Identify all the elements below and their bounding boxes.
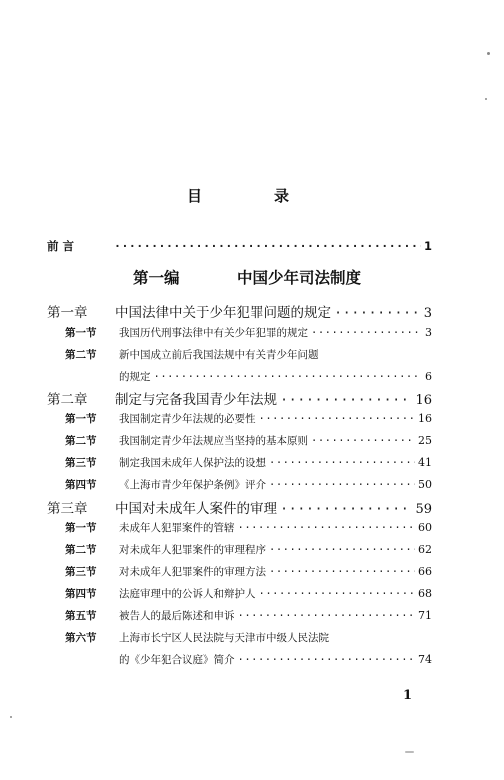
dot-leader — [280, 392, 412, 408]
page-number: 50 — [418, 478, 432, 491]
section-label: 第二节 — [65, 544, 97, 556]
toc-entry-section[interactable] — [0, 520, 504, 538]
chapter-title: 中国对未成年人案件的审理 — [115, 501, 277, 517]
section-label: 第四节 — [65, 588, 97, 600]
section-title: 新中国成立前后我国法规中有关青少年问题 — [119, 349, 319, 361]
section-title: 上海市长宁区人民法院与天津市中级人民法院 — [119, 632, 329, 644]
contents-title-char-1: 目 — [187, 187, 203, 205]
scan-speck — [405, 751, 414, 753]
toc-entry-section[interactable] — [0, 630, 504, 648]
page-number: 62 — [418, 543, 432, 556]
dot-leader — [114, 239, 421, 253]
dot-leader — [280, 501, 412, 517]
section-label: 第二节 — [65, 349, 97, 361]
dot-leader — [259, 588, 416, 600]
page-number: 41 — [418, 456, 432, 469]
section-label: 第三节 — [65, 566, 97, 578]
toc-entry-section[interactable] — [0, 455, 504, 473]
toc-entry-section[interactable] — [0, 586, 504, 604]
contents-title — [0, 185, 504, 207]
part-title: 中国少年司法制度 — [237, 269, 362, 287]
dot-leader — [238, 654, 416, 666]
dot-leader — [269, 544, 415, 556]
page-number: 25 — [418, 434, 432, 447]
section-label: 第四节 — [65, 479, 97, 491]
section-label: 第一节 — [65, 413, 97, 425]
toc-entry-section[interactable] — [0, 564, 504, 582]
folio-page-number: 1 — [403, 688, 413, 703]
page-number: 74 — [418, 653, 432, 666]
section-label: 第三节 — [65, 457, 97, 469]
dot-leader — [269, 479, 415, 491]
chapter-label: 第一章 — [47, 305, 88, 321]
dot-leader — [269, 566, 415, 578]
chapter-label: 第二章 — [47, 392, 88, 408]
toc-entry-chapter-3[interactable] — [0, 497, 504, 517]
page-number: 16 — [415, 393, 432, 408]
section-title: 我国制定青少年法规应当坚持的基本原则 — [119, 435, 308, 447]
contents-title-char-2: 录 — [274, 187, 290, 205]
toc-entry-section-continued[interactable] — [0, 369, 504, 387]
scan-speck — [487, 52, 490, 55]
section-label: 第六节 — [65, 632, 97, 644]
section-title: 我国历代刑事法律中有关少年犯罪的规定 — [119, 327, 308, 339]
chapter-title: 中国法律中关于少年犯罪问题的规定 — [115, 305, 331, 321]
chapter-label: 第三章 — [47, 501, 88, 517]
toc-entry-section[interactable] — [0, 542, 504, 560]
dot-leader — [334, 305, 421, 321]
page-number: 3 — [425, 326, 432, 339]
section-title: 未成年人犯罪案件的管辖 — [119, 522, 235, 534]
scan-speck — [10, 716, 12, 718]
page-number: 6 — [425, 370, 432, 383]
section-title: 被告人的最后陈述和申诉 — [119, 610, 235, 622]
chapter-title: 制定与完备我国青少年法规 — [115, 392, 277, 408]
page-number: 66 — [418, 565, 432, 578]
dot-leader — [311, 435, 415, 447]
toc-entry-section[interactable] — [0, 608, 504, 626]
page-number: 3 — [423, 306, 432, 321]
toc-entry-section[interactable] — [0, 477, 504, 495]
dot-leader — [154, 371, 423, 383]
section-label: 第五节 — [65, 610, 97, 622]
part-heading — [0, 266, 504, 290]
toc-entry-section[interactable] — [0, 411, 504, 429]
toc-entry-chapter-1[interactable] — [0, 301, 504, 321]
section-title: 法庭审理中的公诉人和辩护人 — [119, 588, 256, 600]
page-number: 60 — [418, 521, 432, 534]
page-number: 71 — [418, 609, 432, 622]
toc-entry-section-continued[interactable] — [0, 652, 504, 670]
dot-leader — [311, 327, 422, 339]
section-title: 我国制定青少年法规的必要性 — [119, 413, 256, 425]
toc-entry-section[interactable] — [0, 347, 504, 365]
section-title-continued: 的规定 — [119, 371, 151, 383]
page-number: 59 — [415, 502, 432, 517]
page-number: 68 — [418, 587, 432, 600]
part-label: 第一编 — [133, 269, 180, 287]
page-number: 16 — [418, 412, 432, 425]
dot-leader — [259, 413, 416, 425]
preface-label: 前 言 — [47, 239, 75, 253]
section-title: 《上海市青少年保护条例》评介 — [119, 479, 266, 491]
section-title-continued: 的《少年犯合议庭》简介 — [119, 654, 235, 666]
section-title: 对未成年人犯罪案件的审理程序 — [119, 544, 266, 556]
section-label: 第一节 — [65, 327, 97, 339]
dot-leader — [238, 522, 416, 534]
toc-entry-section[interactable] — [0, 433, 504, 451]
toc-entry-section[interactable] — [0, 325, 504, 343]
page-number: 1 — [423, 239, 432, 253]
dot-leader — [269, 457, 415, 469]
section-label: 第一节 — [65, 522, 97, 534]
section-title: 对未成年人犯罪案件的审理方法 — [119, 566, 266, 578]
scan-speck — [485, 98, 487, 100]
toc-entry-chapter-2[interactable] — [0, 388, 504, 408]
section-label: 第二节 — [65, 435, 97, 447]
dot-leader — [238, 610, 416, 622]
section-title: 制定我国未成年人保护法的设想 — [119, 457, 266, 469]
